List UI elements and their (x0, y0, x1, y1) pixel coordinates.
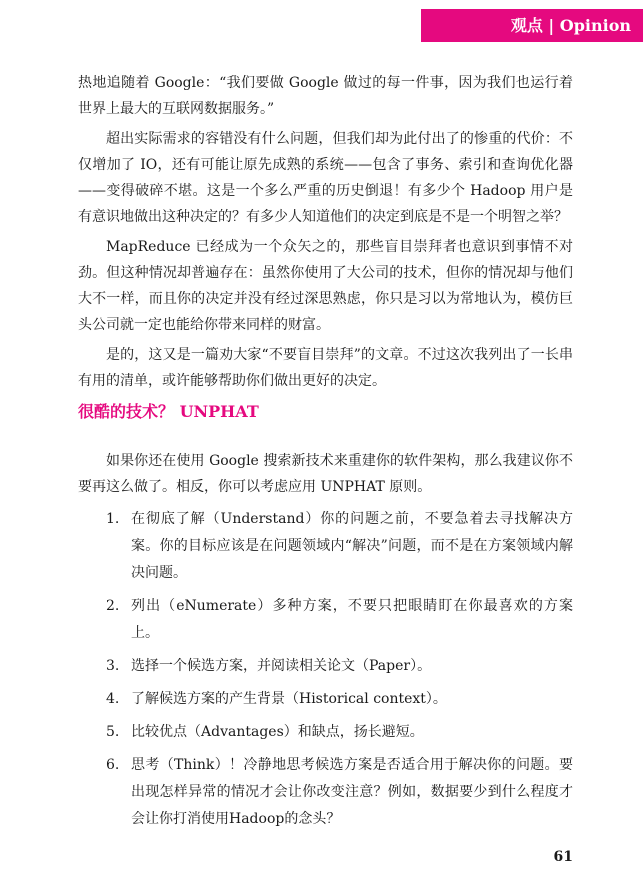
list-item-text: 列出（eNumerate）多种方案，不要只把眼睛盯在你最喜欢的方案上。 (131, 598, 573, 641)
paragraph-mapreduce: MapReduce 已经成为一个众矢之的，那些盲目崇拜者也意识到事情不对劲。但这种情况却普遍存在：虽然你使用了大公司的技术，但你的情况却与他们大不一样，而且你的决定并没有经过深思熟虑，你只是习以为常地认为，模仿巨头公司就一定也能给你带来同样的财富。 (78, 239, 573, 333)
list-item-number: 3. (106, 658, 120, 674)
list-item (78, 752, 573, 833)
list-item (78, 506, 573, 587)
paragraph-continuation: 热地追随着 Google：“我们要做 Google 做过的每一件事，因为我们也运行着世界上最大的互联网数据服务。” (78, 75, 573, 117)
list-item-text: 选择一个候选方案，并阅读相关论文（Paper）。 (131, 658, 432, 674)
list-item-text: 了解候选方案的产生背景（Historical context）。 (131, 691, 447, 707)
list-item (78, 653, 573, 680)
list-item-number: 1. (106, 511, 120, 527)
page-number: 61 (553, 849, 573, 865)
section-heading: 很酷的技术？ UNPHAT (78, 402, 259, 421)
list-item (78, 686, 573, 713)
list-item-text: 比较优点（Advantages）和缺点，扬长避短。 (131, 724, 424, 740)
paragraph-summary: 是的，这又是一篇劝大家“不要盲目崇拜”的文章。不过这次我列出了一长串有用的清单，或许能够帮助你们做出更好的决定。 (78, 347, 573, 389)
list-item-text: 思考（Think）！冷静地思考候选方案是否适合用于解决你的问题。要出现怎样异常的情况才会让你改变注意？例如，数据要少到什么程度才会让你打消使用Hadoop的念头？ (131, 757, 573, 827)
unphat-steps-list (78, 506, 573, 833)
section-header-badge: 观点 | Opinion (421, 9, 643, 42)
article-body (78, 70, 573, 839)
list-item (78, 593, 573, 647)
list-item-number: 4. (106, 691, 120, 707)
list-item-text: 在彻底了解（Understand）你的问题之前，不要急着去寻找解决方案。你的目标应该是在问题领域内“解决”问题，而不是在方案领域内解决问题。 (131, 511, 573, 581)
section-intro: 如果你还在使用 Google 搜索新技术来重建你的软件架构，那么我建议你不要再这么做了。相反，你可以考虑应用 UNPHAT 原则。 (78, 453, 573, 495)
list-item-number: 5. (106, 724, 120, 740)
list-item-number: 2. (106, 598, 120, 614)
list-item (78, 719, 573, 746)
paragraph-fault-tolerance: 超出实际需求的容错没有什么问题，但我们却为此付出了的惨重的代价：不仅增加了 IO，还有可能让原先成熟的系统——包含了事务、索引和查询优化器——变得破碎不堪。这是一个多么严重的历史倒退！有多少个 Hadoop 用户是有意识地做出这种决定的？有多少人知道他们的决定到底是不是一个明智之举？ (78, 131, 573, 225)
list-item-number: 6. (106, 757, 120, 773)
